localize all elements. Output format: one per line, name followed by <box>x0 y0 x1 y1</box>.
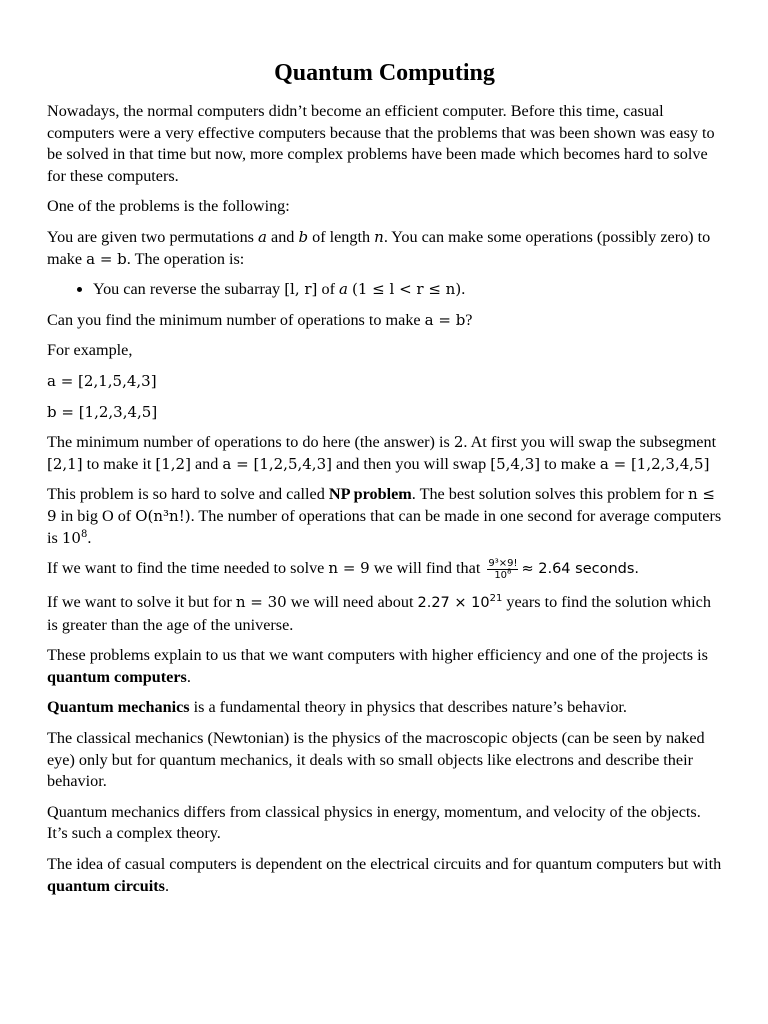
text-span: of <box>317 280 339 299</box>
paragraph-classical-mechanics: The classical mechanics (Newtonian) is the physics of the macroscopic objects (can be seen by naked eye) only but for quantum mechanics, it deals with so small objects like electrons and describe their behavior. <box>47 729 705 791</box>
text-span: . The best solution solves this problem for <box>411 485 688 504</box>
text-span: . You can make some operations (possibly zero) to make <box>47 227 711 268</box>
text-span: You can reverse the subarray <box>93 280 285 299</box>
bold-term: quantum circuits <box>47 876 165 895</box>
math-inline: O(n³n!) <box>135 506 191 525</box>
bold-term: Quantum mechanics <box>47 698 190 717</box>
math-inline: n <box>374 227 384 246</box>
text-span: and <box>190 454 223 473</box>
text-span: . The number of operations that can be made in one second for average computers is <box>47 506 722 547</box>
text-span: This problem is so hard to solve and called <box>47 485 329 504</box>
paragraph-circuits <box>47 854 722 897</box>
math-inline: n ≤ 9 <box>47 485 715 525</box>
example-array-a: a = [2,1,5,4,3] <box>47 371 157 390</box>
text-span: years to find the solution which is greater than the age of the universe. <box>47 593 711 634</box>
text-span: to make it <box>82 454 156 473</box>
text-span: of length <box>308 227 375 246</box>
math-inline: a <box>339 280 348 299</box>
math-inline: [1,2] <box>155 454 191 473</box>
math-inline: [5,4,3] <box>490 454 541 473</box>
math-inline: [2,1] <box>47 454 83 473</box>
text-span: Can you find the minimum number of operations to make <box>47 310 425 329</box>
paragraph-quantum-mechanics <box>47 697 722 719</box>
paragraph-intro: Nowadays, the normal computers didn’t become an efficient computer. Before this time, casual computers were a very effective computers because that the problems that was been shown was easy to be solved in that time but now, more complex problems have been made which becomes hard to solve for these computers. <box>47 102 715 185</box>
text-span: . <box>186 667 191 686</box>
paragraph-question <box>47 310 722 332</box>
math-inline: 2 <box>453 433 464 452</box>
text-span: If we want to find the time needed to solve <box>47 559 329 578</box>
text-span: You are given two permutations <box>47 227 259 246</box>
math-inline: n = 9 <box>328 559 370 578</box>
fraction-denominator: $10^8$ <box>494 567 512 582</box>
bold-term: NP problem <box>328 485 412 504</box>
example-array-b: b = [1,2,3,4,5] <box>47 402 158 421</box>
paragraph-np-problem <box>47 484 722 549</box>
math-inline: (1 ≤ l < r ≤ n) <box>352 280 462 299</box>
math-inline: a = b <box>86 249 127 268</box>
math-inline: $2.27 \times 10^{21}$ <box>417 593 503 612</box>
math-inline: a = [1,2,3,4,5] <box>599 454 710 473</box>
text-span: we will find that <box>369 559 485 578</box>
document-title: Quantum Computing <box>274 60 495 86</box>
list-item <box>93 279 722 301</box>
math-inline: ≈ 2.64 seconds. <box>521 561 640 578</box>
text-span: to make <box>540 454 600 473</box>
text-span: and then you will swap <box>331 454 491 473</box>
paragraph-example-lead: For example, <box>47 341 133 360</box>
math-inline: a = b <box>424 310 466 329</box>
fraction <box>487 558 518 581</box>
math-inline: a <box>258 227 267 246</box>
text-span: . The operation is: <box>126 249 245 268</box>
text-span: These problems explain to us that we want computers with higher efficiency and one of the projects is <box>47 646 708 665</box>
paragraph-time-estimate <box>47 558 722 581</box>
math-inline: $10^8$ <box>61 528 88 547</box>
text-span: . <box>164 876 170 895</box>
operation-list <box>47 279 722 301</box>
text-span: . At first you will swap the subsegment <box>463 433 717 452</box>
text-span: The idea of casual computers is dependent on the electrical circuits and for quantum computers but with <box>47 855 722 874</box>
text-span: . <box>461 280 466 299</box>
math-inline: n = 30 <box>235 593 287 612</box>
paragraph-efficiency <box>47 645 722 688</box>
text-span: . <box>87 528 92 547</box>
text-span: ? <box>465 310 473 329</box>
fraction-numerator: 9³×9! <box>488 558 518 570</box>
paragraph-problem-statement <box>47 227 722 270</box>
text-span: in big O of <box>56 506 136 525</box>
text-span: and <box>266 227 299 246</box>
text-span: is a fundamental theory in physics that describes nature’s behavior. <box>189 698 627 717</box>
document-page <box>47 58 722 906</box>
math-inline: b <box>298 227 309 246</box>
math-inline: a = [1,2,5,4,3] <box>222 454 332 473</box>
text-span: we will need about <box>286 593 418 612</box>
math-inline: [l, r] <box>284 280 318 299</box>
bold-term: quantum computers <box>47 667 187 686</box>
text-span: If we want to solve it but for <box>47 593 236 612</box>
text-span: The minimum number of operations to do here (the answer) is <box>47 433 454 452</box>
paragraph-example-answer <box>47 432 722 475</box>
paragraph-problem-lead: One of the problems is the following: <box>47 197 290 216</box>
paragraph-universe-age <box>47 592 722 636</box>
paragraph-differences: Quantum mechanics differs from classical physics in energy, momentum, and velocity of the objects. It’s such a complex theory. <box>47 802 701 843</box>
